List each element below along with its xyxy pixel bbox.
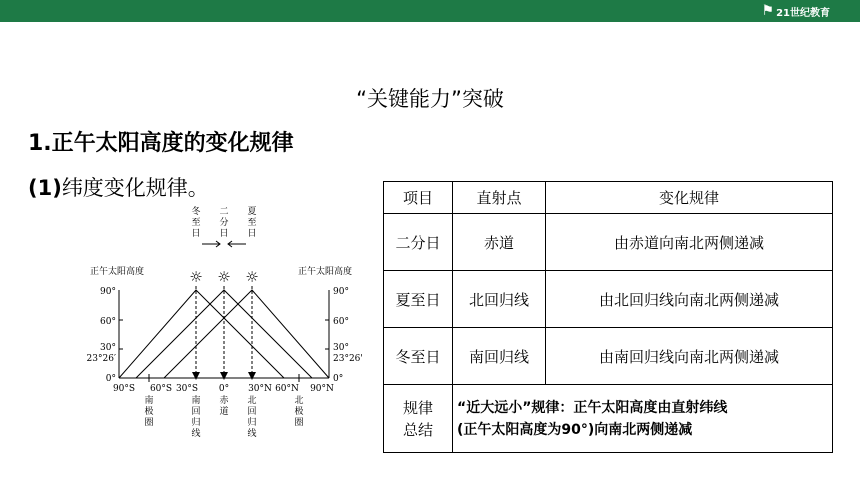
tropic-of-cancer-label (247, 394, 256, 439)
equinox-label (219, 207, 228, 239)
arrowhead (192, 372, 200, 380)
south-polar-circle-label (144, 394, 153, 428)
sun-icon: ☼ (189, 268, 203, 286)
label-char: 圈 (144, 418, 154, 428)
row-item: 二分日 (384, 214, 453, 271)
label-char: 归 (191, 418, 201, 428)
arrowhead (220, 372, 228, 380)
summary-label-line2: 总结 (402, 420, 433, 439)
sun-icon: ☼ (245, 268, 259, 286)
row-point: 南回归线 (453, 328, 546, 385)
summary-label (384, 385, 453, 453)
x-tick-label: 30°N (248, 384, 272, 394)
label-char: 北 (247, 396, 257, 406)
sun-verticals (196, 286, 252, 378)
y-tick-label: 23°26′ (86, 354, 116, 364)
label-char: 极 (294, 407, 304, 417)
table-header-row (384, 182, 833, 214)
section-title: “关键能力”突破 (356, 87, 504, 111)
y-tick-label-right: 60° (333, 317, 349, 327)
summer-curve (164, 290, 329, 378)
table-row (384, 328, 833, 385)
label-char: 南 (144, 396, 154, 406)
logo-text: 21世纪教育 (776, 7, 830, 19)
row-item: 夏至日 (384, 271, 453, 328)
x-tick-label: 90°N (310, 384, 334, 394)
y-tick-label: 60° (100, 317, 116, 327)
label-char: 极 (144, 407, 154, 417)
x-tick-label: 60°S (149, 384, 173, 394)
x-tick-label: 30°S (175, 384, 199, 394)
summary-line1: “近大远小”规律：正午太阳高度由直射纬线 (457, 399, 728, 416)
header-item: 项目 (384, 182, 453, 214)
north-polar-circle-label (294, 394, 303, 428)
summer-char-2: 至 (247, 218, 257, 228)
runner-icon: ⚑ (761, 3, 775, 19)
row-rule: 由北回归线向南北两侧递减 (546, 271, 833, 328)
subheading (28, 172, 209, 202)
x-tick-label: 60°N (275, 384, 299, 394)
equinox-char-1: 二 (219, 207, 229, 217)
winter-char-1: 冬 (191, 207, 201, 217)
row-item: 冬至日 (384, 328, 453, 385)
label-char: 赤 (219, 396, 229, 406)
subheading-number: (1) (28, 176, 62, 200)
row-rule: 由南回归线向南北两侧递减 (546, 328, 833, 385)
y-tick-label: 0° (105, 374, 116, 384)
label-char: 北 (294, 396, 304, 406)
header-direct-point: 直射点 (453, 182, 546, 214)
summary-text (453, 385, 833, 453)
table-row (384, 271, 833, 328)
equinox-char-2: 分 (219, 218, 229, 228)
label-char: 线 (247, 429, 257, 439)
label-char: 归 (247, 418, 257, 428)
rules-table (383, 181, 833, 453)
winter-char-3: 日 (191, 229, 201, 239)
summer-solstice-label (247, 206, 256, 239)
movement-arrows (202, 241, 246, 247)
y-tick-label-right: 90° (333, 287, 349, 297)
label-char: 圈 (294, 418, 304, 428)
winter-char-2: 至 (191, 218, 201, 228)
summer-char-1: 夏 (247, 207, 257, 217)
label-char: 道 (219, 407, 229, 417)
x-tick-label: 0° (218, 384, 230, 394)
winter-solstice-label (191, 205, 200, 239)
equinox-char-3: 日 (219, 229, 229, 239)
summary-line2: (正午太阳高度为90°)向南北两侧递减 (457, 421, 693, 438)
y-tick-label: 30° (100, 343, 116, 353)
y-tick-label-right: 23°26' (333, 354, 363, 364)
sun-altitude-diagram (86, 202, 386, 442)
label-char: 南 (191, 396, 201, 406)
arrowhead (248, 372, 256, 380)
subheading-text: 纬度变化规律。 (61, 176, 209, 200)
vertical-arrowheads (192, 372, 256, 380)
label-char: 线 (191, 429, 201, 439)
tropic-of-capricorn-label (191, 394, 200, 439)
x-tick-label: 90°S (112, 384, 136, 394)
summer-char-3: 日 (247, 229, 257, 239)
top-bar (0, 0, 860, 22)
y-tick-label-right: 0° (333, 374, 344, 384)
row-point: 北回归线 (453, 271, 546, 328)
summary-label-line1: 规律 (402, 398, 433, 417)
y-tick-label-right: 30° (333, 343, 349, 353)
table-row (384, 214, 833, 271)
y-tick-label: 90° (100, 287, 116, 297)
sun-icon: ☼ (217, 268, 231, 286)
left-axis-title: 正午太阳高度 (90, 267, 145, 277)
brand-logo (762, 0, 830, 22)
winter-curve (119, 290, 284, 378)
header-rule: 变化规律 (546, 182, 833, 214)
summary-row (384, 385, 833, 453)
label-char: 回 (191, 407, 201, 417)
row-rule: 由赤道向南北两侧递减 (546, 214, 833, 271)
page-heading: 1.正午太阳高度的变化规律 (28, 131, 294, 156)
equator-label (219, 394, 229, 417)
right-axis-title: 正午太阳高度 (298, 267, 353, 277)
label-char: 回 (247, 407, 257, 417)
row-point: 赤道 (453, 214, 546, 271)
